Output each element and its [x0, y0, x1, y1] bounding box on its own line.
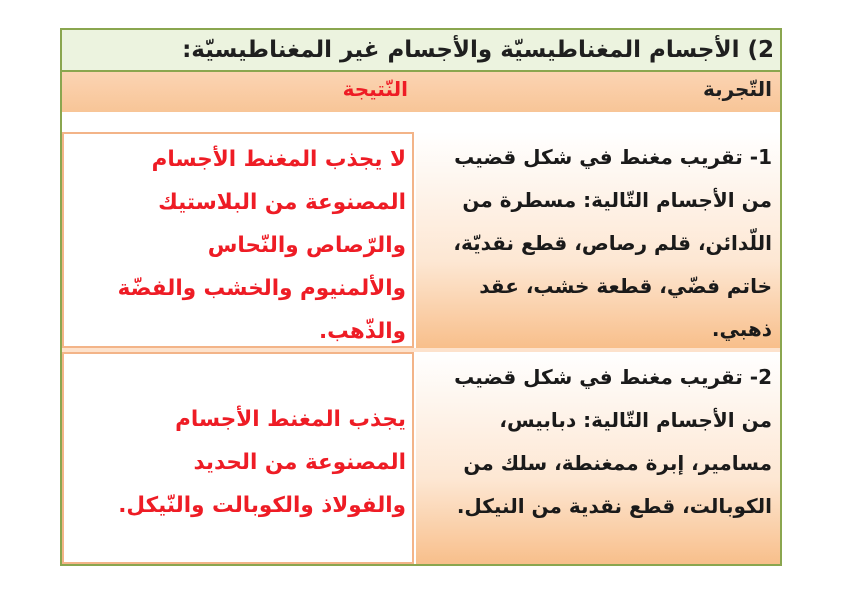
text-line: المصنوعة من البلاستيك	[158, 190, 406, 215]
text-line: خاتم فضّي، قطعة خشب، عقد	[479, 274, 772, 298]
experiment-cell-1	[416, 132, 780, 348]
experiment-header: التّجربة	[702, 77, 772, 101]
lesson-table	[60, 28, 782, 566]
text-line: والذّهب.	[318, 319, 406, 344]
section-title: 2) الأجسام المغناطيسيّة والأجسام غير المغناطيسيّة:	[182, 37, 774, 63]
text-line: الكوبالت، قطع نقدية من النيكل.	[456, 494, 772, 518]
text-line: 2- تقريب مغنط في شكل قضيب	[454, 365, 772, 389]
text-line: والرّصاص والنّحاس	[207, 233, 406, 258]
text-line: مسامير، إبرة ممغنطة، سلك من	[463, 451, 772, 475]
result-cell-1	[62, 132, 414, 348]
header-gap	[62, 112, 780, 132]
text-line: ذهبي.	[711, 317, 772, 341]
text-line: لا يجذب المغنط الأجسام	[151, 147, 406, 172]
text-line: والفولاذ والكوبالت والنّيكل.	[118, 493, 406, 518]
text-line: 1- تقريب مغنط في شكل قضيب	[454, 145, 772, 169]
text-line: من الأجسام التّالية: دبابيس،	[499, 408, 772, 432]
text-line: يجذب المغنط الأجسام	[175, 407, 406, 432]
text-line: اللّدائن، قلم رصاص، قطع نقديّة،	[453, 231, 772, 255]
text-line: من الأجسام التّالية: مسطرة من	[462, 188, 772, 212]
result-cell-2	[62, 352, 414, 564]
text-line: والألمنيوم والخشب والفضّة	[117, 276, 406, 301]
result-header: النّتيجة	[342, 77, 408, 101]
header-row	[62, 72, 780, 112]
experiment-cell-2	[416, 352, 780, 564]
text-line: المصنوعة من الحديد	[193, 450, 406, 475]
title-row	[62, 30, 780, 72]
